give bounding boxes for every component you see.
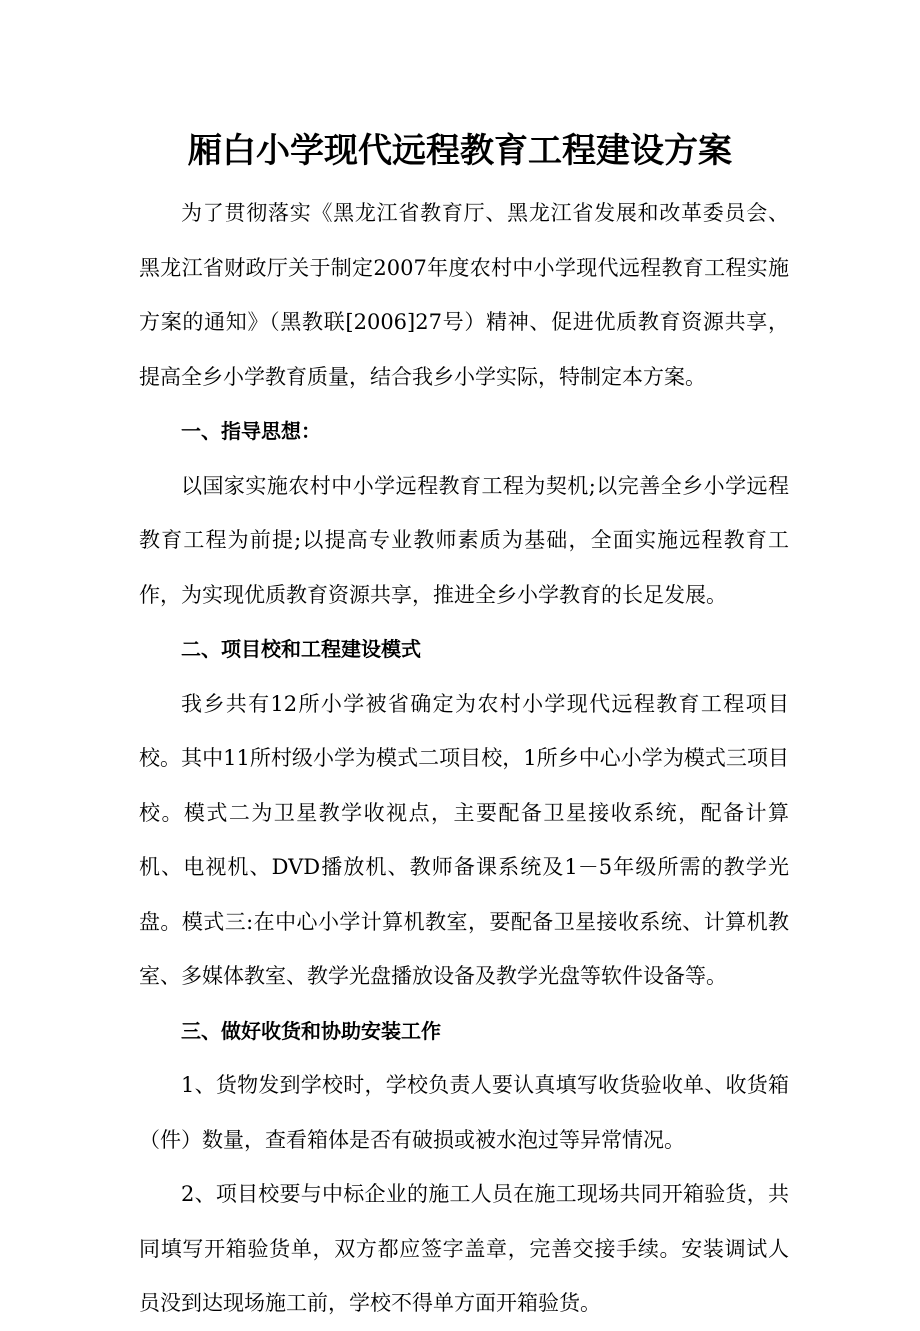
section-paragraph: 以国家实施农村中小学远程教育工程为契机;以完善全乡小学远程教育工程为前提;以提高专业教师素质为基础，全面实施远程教育工作，为实现优质教育资源共享，推进全乡小学教育的长足发展。 xyxy=(139,473,789,607)
section-paragraph: 2、项目校要与中标企业的施工人员在施工现场共同开箱验货，共同填写开箱验货单，双方都应签字盖章，完善交接手续。安装调试人员没到达现场施工前，学校不得单方面开箱验货。 xyxy=(139,1182,789,1315)
section-paragraph: 我乡共有12所小学被省确定为农村小学现代远程教育工程项目校。其中11所村级小学为模式二项目校，1所乡中心小学为模式三项目校。模式二为卫星教学收视点，主要配备卫星接收系统，配备计算机、电视机、DVD播放机、教师备课系统及1－5年级所需的教学光盘。模式三:在中心小学计算机教室，要配备卫星接收系统、计算机教室、多媒体教室、教学光盘播放设备及教学光盘等软件设备等。 xyxy=(139,691,789,988)
document-title: 厢白小学现代远程教育工程建设方案 xyxy=(188,131,732,171)
document-body xyxy=(139,186,789,1331)
section-heading-receiving-installation: 三、做好收货和协助安装工作 xyxy=(181,1018,441,1043)
section-heading-project-schools: 二、项目校和工程建设模式 xyxy=(181,637,421,661)
section-heading-guiding-ideology: 一、指导思想： xyxy=(181,419,321,443)
section-paragraph: 1、货物发到学校时，学校负责人要认真填写收货验收单、收货箱（件）数量，查看箱体是否有破损或被水泡过等异常情况。 xyxy=(139,1073,789,1152)
intro-paragraph: 为了贯彻落实《黑龙江省教育厅、黑龙江省发展和改革委员会、黑龙江省财政厅关于制定2007年度农村中小学现代远程教育工程实施方案的通知》（黑教联[2006]27号）精神、促进优质教育资源共享，提高全乡小学教育质量，结合我乡小学实际，特制定本方案。 xyxy=(139,201,789,389)
